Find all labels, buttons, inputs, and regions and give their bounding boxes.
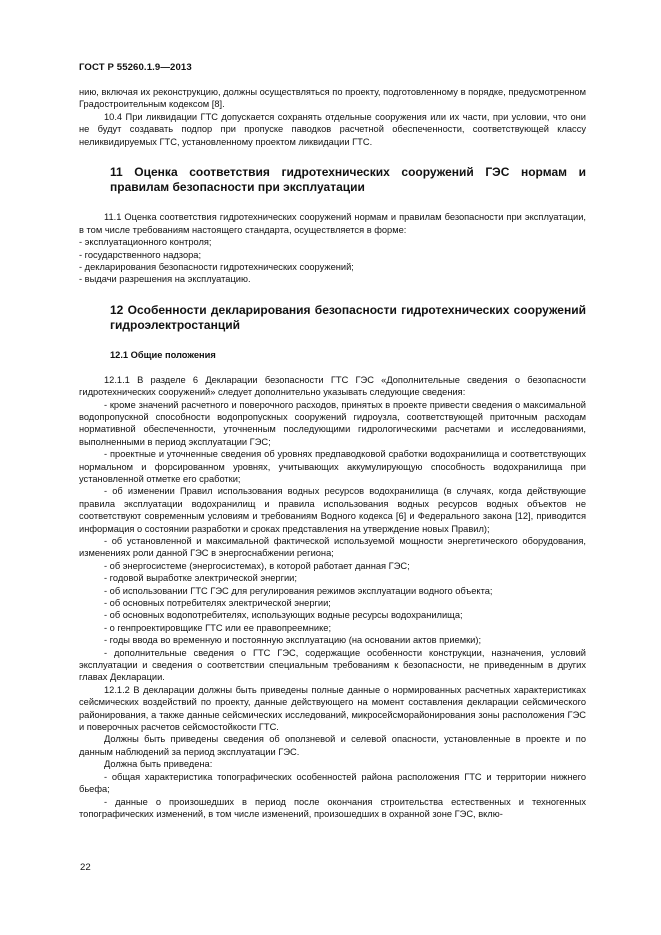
list-item: - данные о произошедших в период после окончания строительства естественных и техногенных топографических изменений, в том числе изменений, произошедших в охранной зоне ГЭС, вклю- xyxy=(79,796,586,819)
list-item: - об изменении Правил использования водных ресурсов водохранилища (в случаях, когда действующие правила эксплуатации водохранилищ и правила использования водных ресурсов водных объектов не соответствуют современным условиям и требованиям Водного кодекса [6] и Федерального закона [12], приводится информация о состоянии разработки и сроках представления на утверждение новых Правил); xyxy=(79,486,586,534)
paragraph: нию, включая их реконструкцию, должны осуществляться по проекту, подготовленному в порядке, предусмотренном Градостроительным кодексом [8]. xyxy=(79,87,586,110)
paragraph: 11.1 Оценка соответствия гидротехнических сооружений нормам и правилам безопасности при эксплуатации, в том числе требованиям настоящего стандарта, осуществляется в форме: xyxy=(79,212,586,235)
list-item: - об основных потребителях электрической энергии; xyxy=(104,598,331,608)
spacer xyxy=(79,148,586,165)
list-item: - о генпроектировщике ГТС или ее правопреемнике; xyxy=(104,622,332,633)
list-item: - эксплуатационного контроля; xyxy=(79,237,212,248)
spacer xyxy=(79,333,586,349)
list-item: - декларирования безопасности гидротехнических сооружений; xyxy=(79,262,354,273)
list-item: - кроме значений расчетного и поверочного расходов, принятых в проекте привести сведения о максимальной водопропускной способности водопропускных сооружений гидроузла, соответствующей приточным расходам нормативной обеспеченности, уточненным последующими гидрологическими расчетами и исследованиями, выполненными в период эксплуатации ГЭС; xyxy=(79,399,586,447)
list-item: - об основных водопотребителях, использующих водные ресурсы водохранилища; xyxy=(104,610,463,621)
list-item: - выдачи разрешения на эксплуатацию. xyxy=(79,274,251,285)
list-item: - государственного надзора; xyxy=(79,249,202,260)
paragraph: Должна быть приведена: xyxy=(104,759,213,770)
section-heading: 11 Оценка соответствия гидротехнических сооружений ГЭС нормам и правилам безопасности при эксплуатации xyxy=(110,165,586,195)
subsection-heading: 12.1 Общие положения xyxy=(110,350,216,361)
list-item: - годовой выработке электрической энергии; xyxy=(104,573,297,584)
document-header: ГОСТ Р 55260.1.9—2013 xyxy=(79,62,192,73)
list-item: - проектные и уточненные сведения об уровнях предпаводковой сработки водохранилища и соответствующих нормальном и форсированном уровнях, учитывающих аккумулирующую способность водохранилища при установленной отметке его сработки; xyxy=(79,449,586,484)
list-item: - дополнительные сведения о ГТС ГЭС, содержащие особенности конструкции, назначения, условий эксплуатации и сведения о соответствии специальным требованиям к безопасности, не приведенным в других главах Декларации. xyxy=(79,647,586,683)
list-item: - об использовании ГТС ГЭС для регулирования режимов эксплуатации водного объекта; xyxy=(104,585,493,596)
document-body xyxy=(79,86,586,820)
paragraph: Должны быть приведены сведения об оползневой и селевой опасности, установленные в проекте и по данным наблюдений за период эксплуатации ГЭС. xyxy=(79,734,586,757)
list-item: - об установленной и максимальной фактической используемой мощности энергетического оборудования, изменениях роли данной ГЭС в энергоснабжении региона; xyxy=(79,535,586,559)
paragraph: 10.4 При ликвидации ГТС допускается сохранять отдельные сооружения или их части, при условии, что они не будут создавать подпор при пропуске паводков расчетной обеспеченности, соответствующей классу неликвидируемых ГТС, установленному проектом ликвидации ГТС. xyxy=(79,111,586,147)
paragraph: 12.1.1 В разделе 6 Декларации безопасности ГТС ГЭС «Дополнительные сведения о безопасности гидротехнических сооружений» следует дополнительно указывать следующие сведения: xyxy=(79,374,586,398)
spacer xyxy=(79,362,586,374)
list-item: - об энергосистеме (энергосистемах), в которой работает данная ГЭС; xyxy=(104,560,410,571)
spacer xyxy=(79,195,586,211)
list-item: - годы ввода во временную и постоянную эксплуатацию (на основании актов приемки); xyxy=(104,635,482,646)
section-heading: 12 Особенности декларирования безопасности гидротехнических сооружений гидроэлектростанций xyxy=(110,302,586,333)
paragraph: 12.1.2 В декларации должны быть приведены полные данные о нормированных расчетных характеристиках сейсмических воздействий по проекту, данные действующего на момент составления декларации сейсмического районирования, а также данные сейсмических исследований, микросейсморайонирования зоны расположения ГЭС и поверочных расчетов сейсмостойкости ГТС. xyxy=(79,684,586,733)
spacer xyxy=(79,286,586,303)
list-item: - общая характеристика топографических особенностей района расположения ГТС и территории нижнего бьефа; xyxy=(79,771,586,795)
page-number: 22 xyxy=(80,862,91,873)
